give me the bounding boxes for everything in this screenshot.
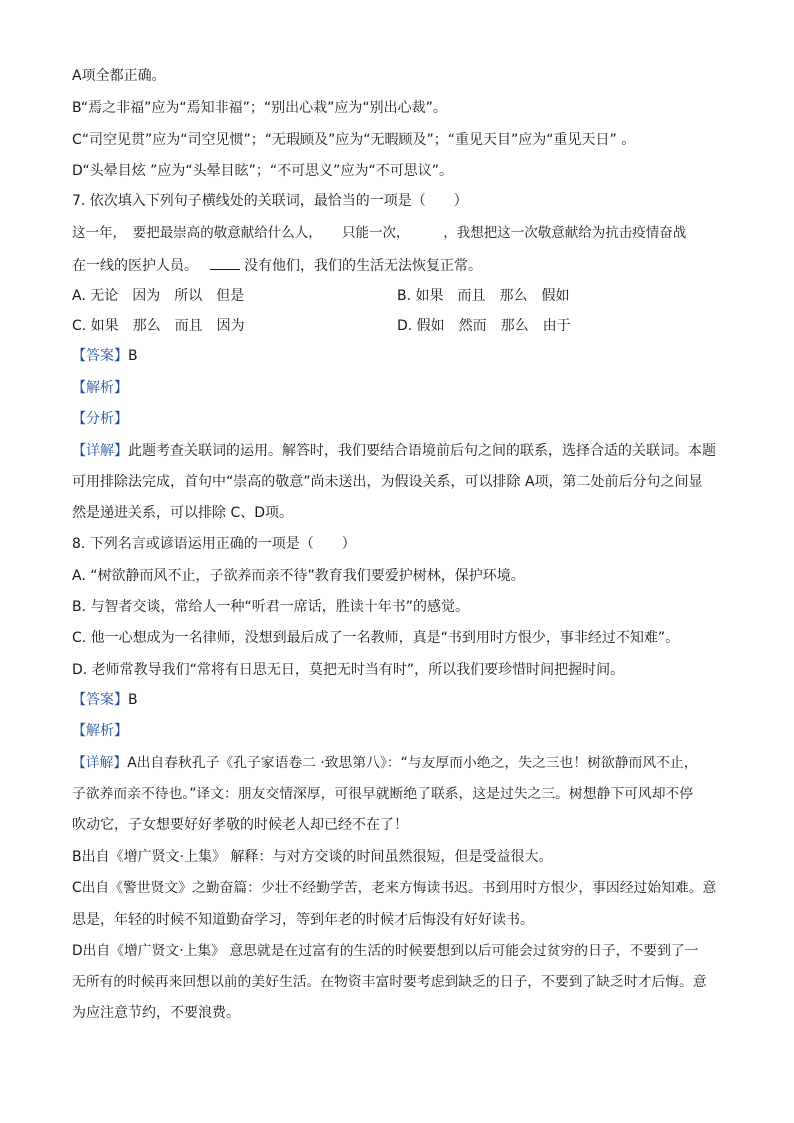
q7-sentence-part-a: 在一线的医护人员。 [72,258,198,274]
prev-explain-a: A项全都正确。 [72,68,166,84]
q8-detail-b-line: B出自《增广贤文·上集》 解释：与对方交谈的时间虽然很短，但是受益很大。 [72,849,553,865]
q7-detail-line-1 [72,441,716,461]
q8-option-c: C. 他一心想成为一名律师，没想到最后成了一名教师，真是“书到用时方恨少，事非经过不知难”。 [72,630,680,646]
q8-detail-text-1: A出自春秋孔子《孔子家语卷二 ·致思第八》：“与友厚而小绝之，失之三也！树欲静而风不止， [127,755,698,771]
q8-detail-d-line-3: 为应注意节约，不要浪费。 [72,1005,240,1021]
q7-answer-value: B [128,348,138,364]
detail-tag: 【详解】 [72,443,128,459]
q8-detail-line-2: 子欲养而亲不待也。”译文：朋友交情深厚，可很早就断绝了联系，这是过失之三。树想静下可风却不停 [72,786,694,802]
q8-detail-c-line-1: C出自《警世贤文》之勤奋篇：少壮不经勤学苦，老来方悔读书迟。书到用时方恨少，事因经过始知难。意 [72,880,717,896]
q8-answer-value: B [128,692,138,708]
q7-sentence-line-2 [72,255,482,276]
q7-option-b: B. 如果 而且 那么 假如 [397,288,570,304]
q7-option-c: C. 如果 那么 而且 因为 [72,318,245,334]
q7-option-a: A. 无论 因为 所以 但是 [72,288,245,304]
q7-sentence-line-1: 这一年， 要把最崇高的敬意献给什么人， 只能一次， ，我想把这一次敬意献给为抗击疫情奋战 [72,225,687,241]
detail-tag: 【详解】 [72,755,128,771]
q7-option-d: D. 假如 然而 那么 由于 [397,318,571,334]
q8-detail-line-3: 吹动它，子女想要好好孝敬的时候老人却已经不在了！ [72,817,408,833]
q8-analysis-tag: 【解析】 [72,723,128,739]
q7-answer-line [72,346,138,366]
prev-explain-d: D“头晕目炫 ”应为“头晕目眩”；“不可思义”应为“不可思议”。 [72,163,453,179]
q8-detail-c-line-2: 思是，年轻的时候不知道勤奋学习，等到年老的时候才后悔没有好好读书。 [72,912,534,928]
q7-analysis-tag: 【解析】 [72,380,128,396]
q8-detail-d-line-2: 无所有的时候再来回想以前的美好生活。在物资丰富时要考虑到缺乏的日子，不要到了缺乏时才后悔。意 [72,974,707,990]
fill-blank-line [210,255,240,270]
q7-detail-line-2: 可用排除法完成，首句中“崇高的敬意”尚未送出，为假设关系，可以排除 A项，第二处前后分句之间显 [72,474,703,490]
q8-option-b: B. 与智者交谈，常给人一种“听君一席话，胜读十年书”的感觉。 [72,599,470,615]
q8-detail-line-1 [72,753,698,773]
q7-sentence-part-b: 没有他们，我们的生活无法恢复正常。 [244,258,482,274]
q8-detail-d-line-1: D出自《增广贤文·上集》 意思就是在过富有的生活的时候要想到以后可能会过贫穷的日子，不要到了一 [72,943,699,959]
prev-explain-c: C“司空见贯”应为“司空见惯”；“无瑕顾及”应为“无暇顾及”；“重见天目”应为“重见天日” 。 [72,132,636,148]
prev-explain-b: B“焉之非福”应为“焉知非福”；“别出心栽”应为“别出心裁”。 [72,100,447,116]
answer-tag: 【答案】 [72,348,128,364]
q7-fenxi-tag: 【分析】 [72,411,128,427]
q7-detail-text-1: 此题考查关联词的运用。解答时，我们要结合语境前后句之间的联系，选择合适的关联词。本题 [128,443,716,459]
q8-option-d: D. 老师常教导我们“常将有日思无日，莫把无时当有时”，所以我们要珍惜时间把握时间。 [72,662,625,678]
q8-option-a: A. “树欲静而风不止，子欲养而亲不待”教育我们要爱护树林，保护环境。 [72,568,525,584]
q8-answer-line [72,690,138,710]
q7-detail-line-3: 然是递进关系，可以排除 C、D项。 [72,505,294,521]
answer-tag: 【答案】 [72,692,128,708]
q8-stem: 8. 下列名言或谚语运用正确的一项是（ ） [72,536,356,552]
q7-stem: 7. 依次填入下列句子横线处的关联词，最恰当的一项是（ ） [72,193,468,209]
